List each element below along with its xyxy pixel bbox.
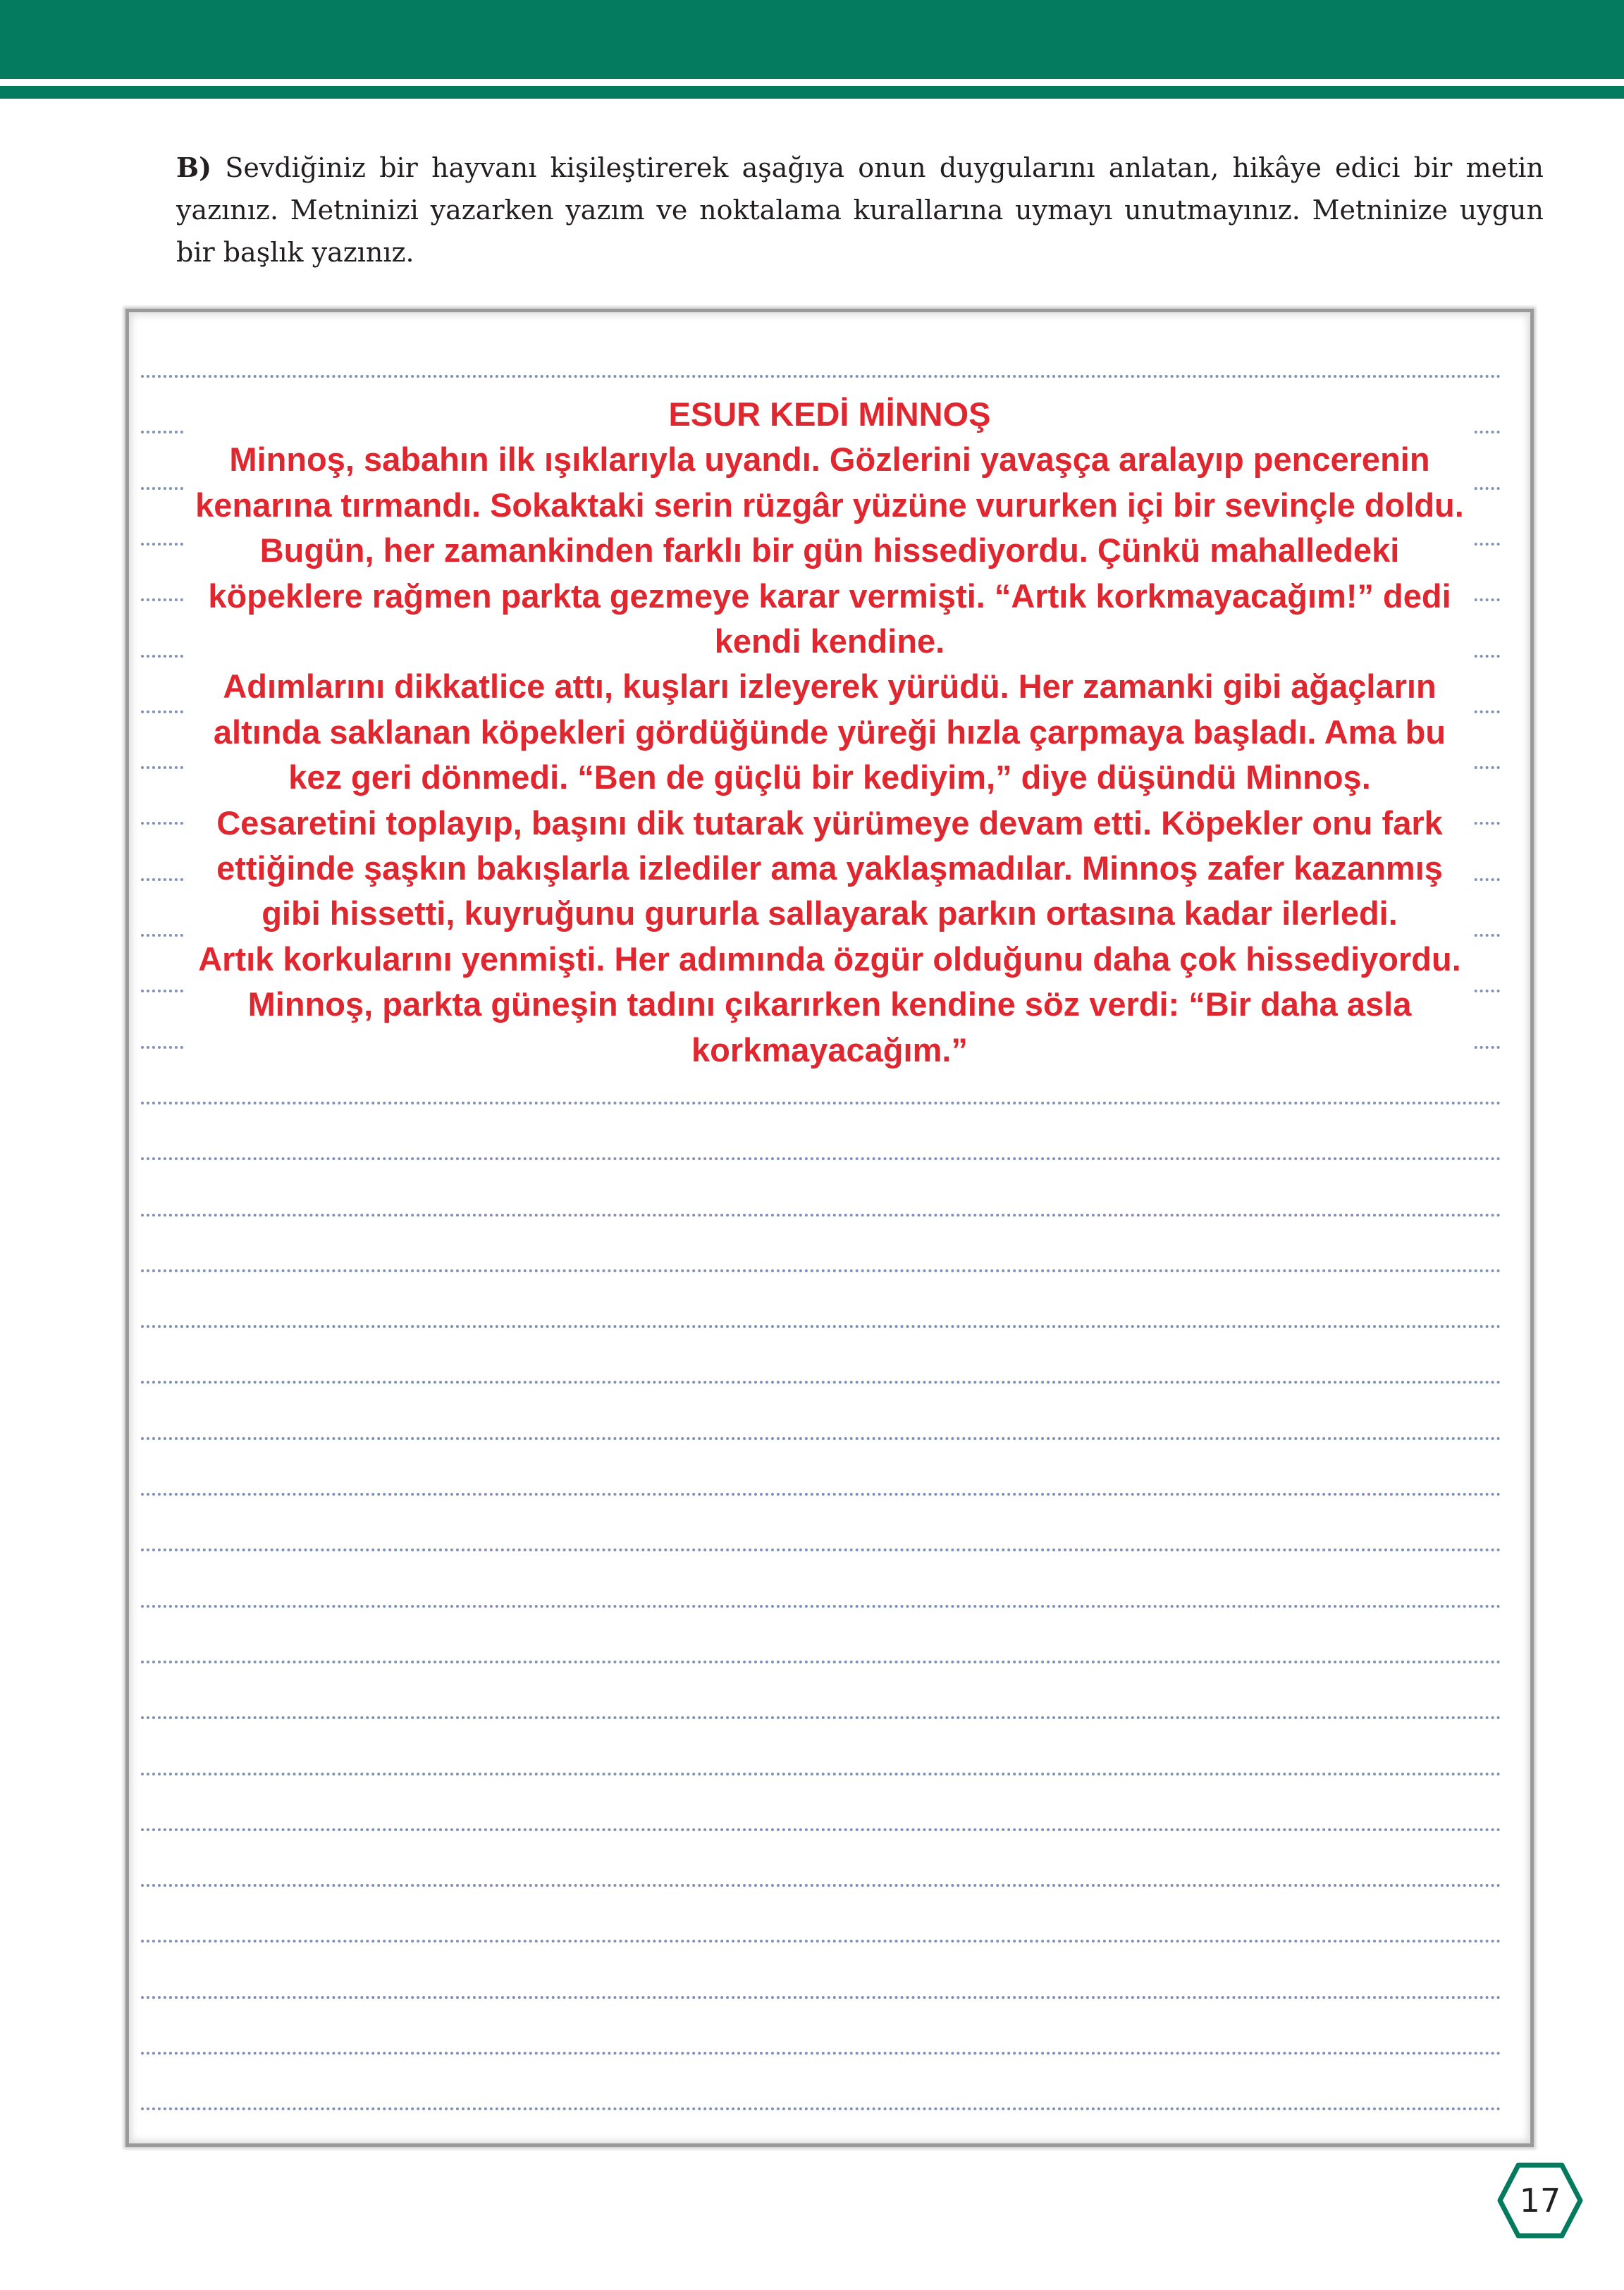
dotted-line <box>141 1102 1501 1104</box>
dotted-line <box>141 1996 1501 1999</box>
story-paragraph-4: Artık korkularını yenmişti. Her adımında özgür olduğunu daha çok hissediyordu. Minnoş, parkta güneşin tadını çıkarırken kendine söz verdi: “Bir daha asla korkmayacağım.” <box>198 940 1461 1069</box>
dotted-line <box>141 1605 1501 1608</box>
dotted-line <box>141 1940 1501 1943</box>
dotted-line <box>141 1437 1501 1440</box>
dotted-line <box>141 1661 1501 1663</box>
story-paragraph-2: Adımlarını dikkatlice attı, kuşları izleyerek yürüdü. Her zamanki gibi ağaçların altında saklanan köpekleri gördüğünde yüreği hızla çarpmaya başladı. Ama bu kez geri dönmedi. “Ben de güçlü bir kediyim,” diye düşündü Minnoş. <box>213 667 1446 796</box>
dotted-line <box>141 1325 1501 1328</box>
header-stripe <box>0 86 1624 99</box>
task-text: Sevdiğiniz bir hayvanı kişileştirerek aşağıya onun duygularını anlatan, hikâye edici bir metin yazınız. Metninizi yazarken yazım ve noktalama kurallarına uymayı unutmayınız. Metninize uygun bir başlık yazınız. <box>176 152 1544 268</box>
story-paragraph-1: Minnoş, sabahın ilk ışıklarıyla uyandı. Gözlerini yavaşça aralayıp pencerenin kenarına tırmandı. Sokaktaki serin rüzgâr yüzüne vururken içi bir sevinçle doldu. Bugün, her zamankinden farklı bir gün hissediyordu. Çünkü mahalledeki köpeklere rağmen parkta gezmeye karar vermişti. “Artık korkmayacağım!” dedi kendi kendine. <box>195 441 1464 660</box>
dotted-line <box>141 375 1501 378</box>
dotted-line <box>141 1214 1501 1217</box>
dotted-line <box>141 1549 1501 1551</box>
story-text <box>185 392 1475 1073</box>
dotted-line <box>141 2107 1501 2110</box>
header-band <box>0 0 1624 79</box>
page-number: 17 <box>1519 2181 1561 2220</box>
story-title: ESUR KEDİ MİNNOŞ <box>668 395 991 433</box>
dotted-line <box>141 1381 1501 1384</box>
dotted-line <box>141 1157 1501 1160</box>
dotted-line <box>141 2052 1501 2055</box>
dotted-line <box>141 1269 1501 1272</box>
dotted-line <box>141 1773 1501 1775</box>
task-label: B) <box>176 152 212 183</box>
dotted-line <box>141 1884 1501 1887</box>
dotted-line <box>141 1716 1501 1719</box>
dotted-line <box>141 1493 1501 1496</box>
task-instructions <box>176 147 1544 273</box>
dotted-line <box>141 1828 1501 1831</box>
story-paragraph-3: Cesaretini toplayıp, başını dik tutarak yürümeye devam etti. Köpekler onu fark ettiğinde şaşkın bakışlarla izlediler ama yaklaşmadılar. Minnoş zafer kazanmış gibi hissetti, kuyruğunu gururla sallayarak parkın ortasına kadar ilerledi. <box>216 804 1443 932</box>
